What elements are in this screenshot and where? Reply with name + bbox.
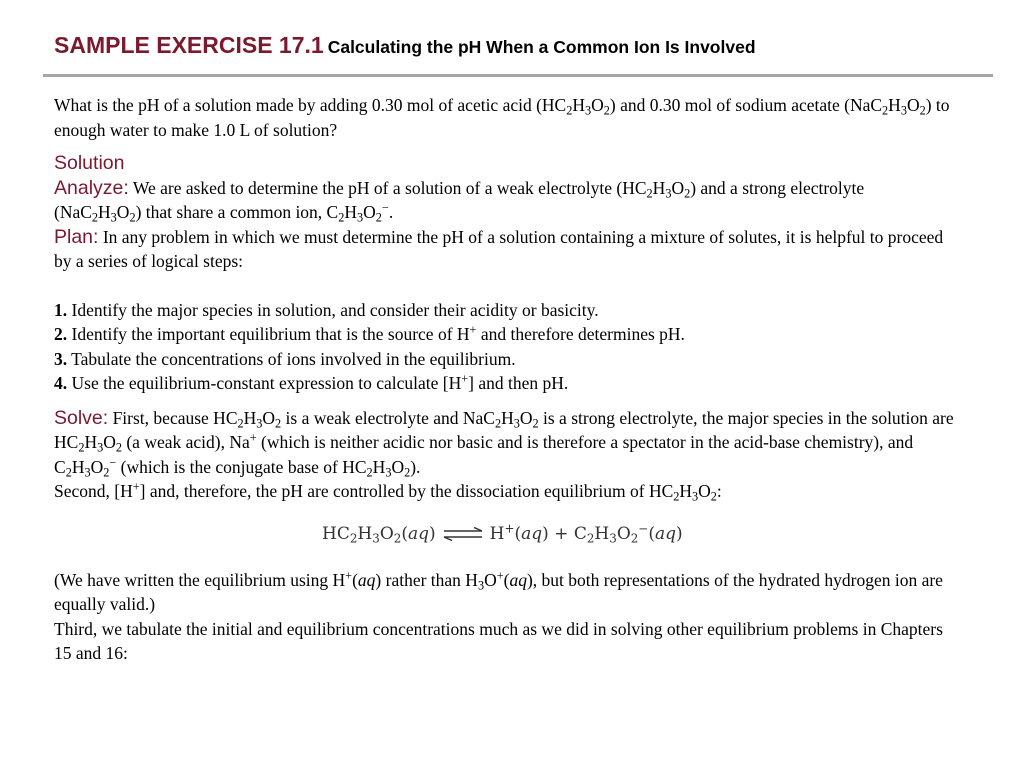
note-paragraph: (We have written the equilibrium using H+(aq) rather than $H_3O^+(aq)$, but both representations of the hydrated hydrogen ion are equally valid.) bbox=[54, 567, 943, 614]
solve-label: Solve: bbox=[54, 406, 109, 429]
equilibrium-arrows-icon bbox=[442, 527, 484, 541]
third-paragraph: Third, we tabulate the initial and equilibrium concentrations much as we did in solving other equilibrium problems in Chapters 15 and 16: bbox=[54, 618, 943, 663]
analyze-label: Analyze: bbox=[54, 176, 129, 199]
equation-block bbox=[54, 504, 954, 568]
step-1: 1. Identify the major species in solution, and consider their acidity or basicity. bbox=[54, 299, 599, 320]
solution-heading: Solution bbox=[54, 152, 125, 174]
exercise-title: SAMPLE EXERCISE 17.1 bbox=[54, 32, 324, 58]
plan-paragraph: Plan: In any problem in which we must determine the pH of a solution containing a mixture of solutes, it is helpful to proceed by a series of logical steps: bbox=[54, 225, 944, 271]
spacer bbox=[54, 274, 954, 298]
step-4: 4. Use the equilibrium-constant expression to calculate [H+] and then pH. bbox=[54, 371, 569, 393]
slide-body bbox=[54, 93, 954, 666]
spacer bbox=[54, 142, 954, 151]
second-paragraph: Second, [H+] and, therefore, the pH are controlled by the dissociation equilibrium of $HC_2H_3O_2$: bbox=[54, 479, 722, 504]
step-2: 2. Identify the important equilibrium that is the source of H+ and therefore determines pH. bbox=[54, 322, 685, 344]
spacer bbox=[54, 396, 954, 406]
exercise-subtitle: Calculating the pH When a Common Ion Is Involved bbox=[327, 37, 756, 57]
plan-label: Plan: bbox=[54, 225, 99, 248]
step-3: 3. Tabulate the concentrations of ions involved in the equilibrium. bbox=[54, 348, 516, 369]
analyze-paragraph: Analyze: We are asked to determine the pH of a solution of a weak electrolyte $(HC_2H_3O_2)$ and a strong electrolyte $(NaC_2H_3O_2)$ that share a common ion, $C_2H_3O_2^-$. bbox=[54, 176, 865, 225]
dissociation-equation: $HC_2H_3O_2(aq) H^+(aq) + C_2H_3O_2^-(aq)$ bbox=[322, 520, 683, 546]
solve-paragraph: Solve: First, because $HC_2H_3O_2$ is a weak electrolyte and $NaC_2H_3O_2$ is a strong electrolyte, the major species in the solution are $HC_2H_3O_2$ (a weak acid), Na+ (which is neither acidic nor basic and is therefore a spectator in the acid-base chemistry), and $C_2H_3O_2^-$ (which is the conjugate base of $HC_2H_3O_2$). bbox=[54, 406, 954, 480]
title-row bbox=[54, 32, 756, 59]
question-paragraph: What is the pH of a solution made by adding 0.30 mol of acetic acid $(HC_2H_3O_2)$ and 0.30 mol of sodium acetate $(NaC_2H_3O_2)$ to enough water to make 1.0 L of solution? bbox=[54, 95, 950, 140]
title-divider bbox=[43, 74, 993, 77]
